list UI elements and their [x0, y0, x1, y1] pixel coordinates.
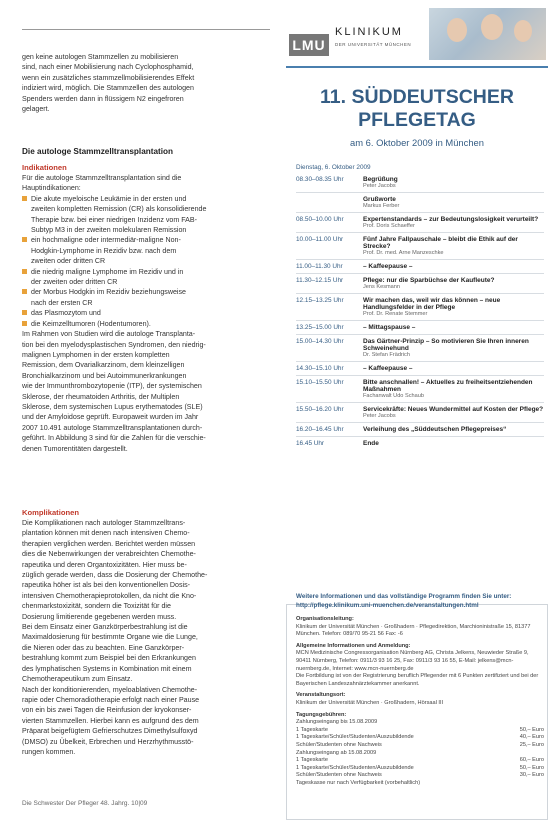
text-line: intensiven Chemotherapieprotokollen, da nicht die Kno- [22, 591, 197, 600]
bullet-square-icon [22, 310, 27, 315]
text-line: Dosierung limitierende gegebenen werden muss. [22, 612, 177, 621]
schedule-speaker: Dr. Stefan Frädrich [363, 352, 410, 358]
schedule-divider [296, 361, 544, 362]
schedule-row [296, 379, 544, 399]
schedule-item [363, 277, 544, 290]
schedule-time: 12.15–13.25 Uhr [296, 297, 344, 304]
lmu-logo: LMU [289, 34, 329, 56]
schedule-title: Grußworte [363, 196, 396, 203]
fee-label: 1 Tageskarte [296, 726, 328, 733]
fee-row [296, 742, 544, 750]
schedule-speaker: Prof. Dr. Renate Stemmer [363, 311, 428, 317]
schedule-item [363, 216, 544, 229]
text-line: (DMSO) zu Übelkeit, Erbrechen und Herzrhythmusstö- [22, 737, 194, 746]
schedule-divider [296, 273, 544, 274]
schedule-divider [296, 293, 544, 294]
schedule-time: 15.10–15.50 Uhr [296, 379, 344, 386]
text-line: Subtyp M3 in der zweiten molekularen Remission [31, 226, 187, 235]
schedule-row [296, 365, 544, 372]
schedule-title: Verleihung des „Süddeutschen Pflegepreises“ [363, 426, 507, 433]
complications-block [22, 508, 270, 757]
info-details [296, 616, 544, 787]
text-line: die Keimzelltumoren (Hodentumoren). [31, 319, 151, 328]
text-line: therapien verglichen werden. Berichtet werden müssen [22, 539, 196, 548]
bullet-square-icon [22, 269, 27, 274]
bullet-square-icon [22, 321, 27, 326]
schedule-title: Begrüßung [363, 176, 398, 183]
schedule-speaker: Fachanwalt Udo Schaub [363, 393, 424, 399]
schedule-divider [296, 192, 544, 193]
text-line: und der Amyloidose geprüft. Europaweit wurden im Jahr [22, 413, 199, 422]
schedule-time: 15.00–14.30 Uhr [296, 338, 344, 345]
event-title-line: 11. SÜDDEUTSCHER [320, 86, 514, 108]
schedule-item [363, 426, 544, 433]
text-line: rapeutika und deren Organtoxizitäten. Hier muss be- [22, 560, 187, 569]
schedule-item [363, 379, 544, 399]
schedule-time [296, 196, 363, 209]
schedule-title: Ende [363, 440, 379, 447]
indication-item [22, 319, 270, 329]
schedule-item [363, 338, 544, 358]
schedule-speaker: Jens Kesmann [363, 284, 401, 290]
text-line: vierten Stammzellen. Hierbei kann es aufgrund des dem [22, 716, 199, 725]
more-info: Weitere Informationen und das vollständige Programm finden Sie unter: http://pflege.klinikum.uni-muenchen.de/veranstaltungen.html [296, 593, 512, 609]
schedule-title: – Mittagspause – [363, 324, 416, 331]
schedule-time: 14.30–15.10 Uhr [296, 365, 344, 372]
advert-header [286, 4, 548, 68]
text-line: von ein bis zwei Tagen die Reinfusion der kryokonser- [22, 706, 192, 715]
schedule-time: 16.20–16.45 Uhr [296, 426, 344, 433]
text-line: ein hochmaligne oder intermediär-maligne Non- [31, 236, 181, 245]
text-line: die niedrig maligne Lymphome im Rezidiv und in [31, 267, 184, 276]
schedule-item [363, 297, 544, 317]
schedule-speaker: Prof. Doris Schaeffer [363, 223, 415, 229]
schedule-item [363, 324, 544, 331]
bullet-square-icon [22, 196, 27, 201]
schedule-row [296, 263, 544, 270]
schedule-time: 15.50–16.20 Uhr [296, 406, 344, 413]
fee-label: 1 Tageskarte [296, 757, 328, 764]
text-line: gen keine autologen Stammzellen zu mobilisieren [22, 53, 179, 61]
schedule-item [363, 440, 544, 447]
schedule-divider [296, 375, 544, 376]
text-line: Spenders werden dann in flüssigem N2 eingefroren [22, 94, 184, 103]
schedule-item [363, 196, 544, 209]
indication-item [22, 267, 270, 288]
event-title [286, 86, 548, 132]
intro-paragraph [22, 52, 270, 114]
schedule-title: Expertenstandards – zur Bedeutungslosigkeit verurteilt? [363, 216, 539, 223]
text-line: zweiten kompletten Remission (CR) als konsolidierende [31, 205, 207, 214]
text-line: wenn ein zusätzliches stammzellmobilisierendes Effekt [22, 73, 195, 82]
article-column [22, 0, 270, 823]
schedule-time: 08.50–10.00 Uhr [296, 216, 344, 223]
schedule-row [296, 196, 544, 209]
text-line: geführt. In Abbildung 3 sind für die Zahlen für die verschie- [22, 434, 206, 443]
text-line: denen Tumorentitäten dargestellt. [22, 444, 128, 453]
text-line: des lymphatischen Systems in Kombination mit einem [22, 664, 192, 673]
fees-early: Zahlungseingang bis 15.08.2009 [296, 719, 378, 726]
text-line: Sklerose, dem systemischen Lupus erythematodes (SLE) [22, 402, 203, 411]
text-line: Hodgkin-Lymphome in Rezidiv bzw. nach dem [31, 246, 177, 255]
fee-amount: 30,– Euro [519, 772, 544, 779]
schedule-item [363, 263, 544, 270]
fee-amount: 60,– Euro [519, 757, 544, 764]
text-line: der Morbus Hodgkin im Rezidiv beziehungsweise [31, 288, 186, 297]
schedule-title: Das Gärtner-Prinzip – So motivieren Sie Ihren inneren Schweinehund [363, 338, 529, 352]
schedule-title: – Kaffeepause – [363, 263, 413, 270]
fee-amount: 40,– Euro [519, 734, 544, 741]
text-line: rungen kommen. [22, 747, 76, 756]
bullet-square-icon [22, 237, 27, 242]
schedule-title: – Kaffeepause – [363, 365, 413, 372]
schedule-time: 16.45 Uhr [296, 440, 325, 447]
schedule-table [296, 176, 544, 447]
text-line: Nach der konditionierenden, myeloablativen Chemothe- [22, 685, 198, 694]
text-line: malignen Lymphomen in der ersten kompletten [22, 350, 170, 359]
complications-heading: Komplikationen [22, 508, 79, 517]
indication-item [22, 194, 270, 236]
text-line: Im Rahmen von Studien wird die autologe Transplanta- [22, 330, 196, 339]
general-text: MCN Medizinische Congressorganisation Nürnberg AG, Christa Jelkens, Neuwieder Straße 9, 90411 Nürnberg, Telefon: 0911/3 93 16 25, Fax: 0911/3 93 16 55, E-Mail: jelkens@mcn-nuernberg.de, Internet: www.mcn-nuernberg.de [296, 650, 529, 672]
schedule-row [296, 426, 544, 433]
event-title-line: PFLEGETAG [358, 109, 476, 131]
schedule-speaker: Peter Jacobs [363, 413, 396, 419]
text-line: gelagert. [22, 105, 50, 114]
fees-note: Tageskasse nur nach Verfügbarkeit (vorbehaltlich) [296, 779, 421, 786]
location-text: Klinikum der Universität München · Großhadern, Hörsaal III [296, 699, 444, 706]
text-line: Die akute myeloische Leukämie in der ersten und [31, 194, 187, 203]
schedule-divider [296, 259, 544, 260]
fee-row [296, 757, 544, 765]
schedule-row [296, 277, 544, 290]
header-photo [429, 8, 546, 60]
fee-label: Schüler/Studenten ohne Nachweis [296, 741, 382, 748]
schedule-row [296, 236, 544, 256]
schedule-item [363, 365, 544, 372]
fee-amount: 25,– Euro [519, 741, 544, 748]
schedule-divider [296, 436, 544, 437]
text-line: 2007 10.491 autologe Stammzelltransplantationen durch- [22, 423, 203, 432]
schedule-row [296, 297, 544, 317]
schedule-row [296, 176, 544, 189]
fee-row [296, 727, 544, 735]
schedule-divider [296, 320, 544, 321]
text-line: Maximaldosierung für bestimmte Organe wie die Lunge, [22, 633, 198, 642]
text-line: Für die autologe Stammzelltransplantation sind die [22, 174, 182, 182]
klinikum-label: KLINIKUM [335, 26, 403, 38]
event-advertisement [286, 4, 548, 820]
text-line: Remission, dem Ovarialkarzinom, dem kleinzelligen [22, 361, 185, 370]
text-line: Präparat beigefügtem Gefrierschutzes Dimethylsulfoxyd [22, 727, 198, 736]
indication-item [22, 308, 270, 318]
text-line: rapeutika höher ist als bei den konventionellen Dosis- [22, 581, 190, 590]
text-line: rapie oder Chemoradiotherapie erfolgt nach einer Pause [22, 695, 200, 704]
text-line: indiziert wird, möglich. Die Stammzellen des autologen [22, 84, 194, 93]
schedule-time: 13.25–15.00 Uhr [296, 324, 344, 331]
text-line: dies die Nebenwirkungen der verabreichten Chemothe- [22, 550, 196, 559]
schedule-divider [296, 402, 544, 403]
schedule-divider [296, 334, 544, 335]
schedule-item [363, 176, 544, 189]
text-line: die Nieren oder das zu beachten. Eine Ganzkörper- [22, 643, 185, 652]
text-line: plantation können mit denen nach intensiven Chemo- [22, 529, 190, 538]
general-heading: Allgemeine Informationen und Anmeldung: [296, 642, 411, 649]
indications-heading: Indikationen [22, 163, 67, 172]
text-line: zweiten oder dritten CR [31, 257, 106, 266]
text-line: Bei dem Einsatz einer Ganzkörperbestrahlung ist die [22, 623, 188, 632]
schedule-item [363, 236, 544, 256]
bullet-square-icon [22, 289, 27, 294]
schedule-row [296, 324, 544, 331]
fee-row [296, 772, 544, 780]
text-line: Sklerose, der rheumatoiden Arthritis, der Multiplen [22, 392, 180, 401]
fee-amount: 50,– Euro [519, 764, 544, 771]
text-line: bestrahlung kommt zum Beispiel bei den Erkrankungen [22, 654, 196, 663]
schedule-item [363, 406, 544, 419]
text-line: sind, nach einer Mobilisierung nach Cyclophosphamid, [22, 63, 194, 72]
indication-item [22, 235, 270, 266]
organizer-heading: Organisationsleitung: [296, 616, 354, 622]
schedule-divider [296, 212, 544, 213]
schedule-title: Pflege: nur die Sparbüchse der Kaufleute? [363, 277, 495, 284]
fee-amount: 50,– Euro [519, 726, 544, 733]
text-line: tion bei den myelodysplastischen Syndromen, den niedrig- [22, 340, 206, 349]
indications-block [22, 163, 270, 454]
schedule-row [296, 440, 544, 447]
schedule-divider [296, 232, 544, 233]
schedule-title: Wir machen das, weil wir das können – neue Handlungsfelder in der Pflege [363, 297, 501, 311]
fees-late: Zahlungseingang ab 15.08.2009 [296, 749, 377, 756]
schedule-time: 10.00–11.00 Uhr [296, 236, 344, 243]
text-line: Therapie bzw. bei einer niedrigen Inzidenz vom FAB- [31, 215, 198, 224]
schedule-speaker: Prof. Dr. med. Arne Manzeschke [363, 250, 444, 256]
text-line: Bronchialkarzinom und bei Autoimmunerkrankungen [22, 371, 187, 380]
fee-label: Schüler/Studenten ohne Nachweis [296, 772, 382, 779]
schedule-title: Fünf Jahre Fallpauschale – bleibt die Ethik auf der Strecke? [363, 236, 518, 250]
text-line: Chemotherapeutikum zum Einsatz. [22, 675, 133, 684]
fee-row [296, 765, 544, 773]
text-line: das Plasmozytom und [31, 309, 101, 318]
location-heading: Veranstaltungsort: [296, 692, 346, 699]
text-line: wie der Immunthrombozytopenie (ITP), der systemischen [22, 382, 202, 391]
schedule-speaker: Peter Jacobs [363, 183, 396, 189]
text-line: Die Komplikationen nach autologer Stammzelltrans- [22, 519, 186, 527]
organizer-text: Klinikum der Universität München · Großhadern · Pflegedirektion, Marchioninistraße 15, 81377 München. Telefon: 089/70 95-21 56 Fax: -6 [296, 623, 531, 638]
fee-label: 1 Tageskarte/Schüler/Studenten/Auszubildende [296, 764, 414, 771]
page-footer: Die Schwester Der Pfleger 48. Jahrg. 10|09 [22, 800, 148, 807]
schedule-title: Servicekräfte: Neues Wundermittel auf Kosten der Pflege? [363, 406, 544, 413]
fees-heading: Tagungsgebühren: [296, 711, 347, 718]
schedule-time: 11.30–12.15 Uhr [296, 277, 344, 284]
schedule-title: Bitte anschnallen! – Aktuelles zu freiheitsentziehenden Maßnahmen [363, 379, 533, 393]
section-title: Die autologe Stammzelltransplantation [22, 147, 174, 156]
text-line: chenmarkstoxizität, sondern die Toxizität für die [22, 602, 171, 611]
schedule-divider [296, 422, 544, 423]
schedule-time: 11.00–11.30 Uhr [296, 263, 343, 270]
event-date: am 6. Oktober 2009 in München [350, 137, 484, 148]
text-line: nach der ersten CR [31, 298, 93, 307]
cert-text: Die Fortbildung ist von der Registrierung beruflich Pflegender mit 6 Punkten zertifiziert und bei der Bayerischen Landeszahnärztekammer anerkannt. [296, 673, 539, 687]
schedule-date: Dienstag, 6. Oktober 2009 [296, 164, 371, 171]
schedule-speaker: Markus Ferber [363, 203, 400, 209]
klinikum-sublabel: DER UNIVERSITÄT MÜNCHEN [335, 42, 412, 47]
fee-label: 1 Tageskarte/Schüler/Studenten/Auszubildende [296, 734, 414, 741]
text-line: züglich gerade werden, dass die Dosierung der Chemothe- [22, 571, 208, 580]
schedule-row [296, 338, 544, 358]
schedule-row [296, 406, 544, 419]
fee-row [296, 734, 544, 742]
indication-item [22, 287, 270, 308]
schedule-row [296, 216, 544, 229]
text-line: Hauptindikationen: [22, 184, 81, 193]
text-line: der zweiten oder dritten CR [31, 278, 118, 287]
top-rule [22, 29, 270, 30]
schedule-time: 08.30–08.35 Uhr [296, 176, 344, 183]
